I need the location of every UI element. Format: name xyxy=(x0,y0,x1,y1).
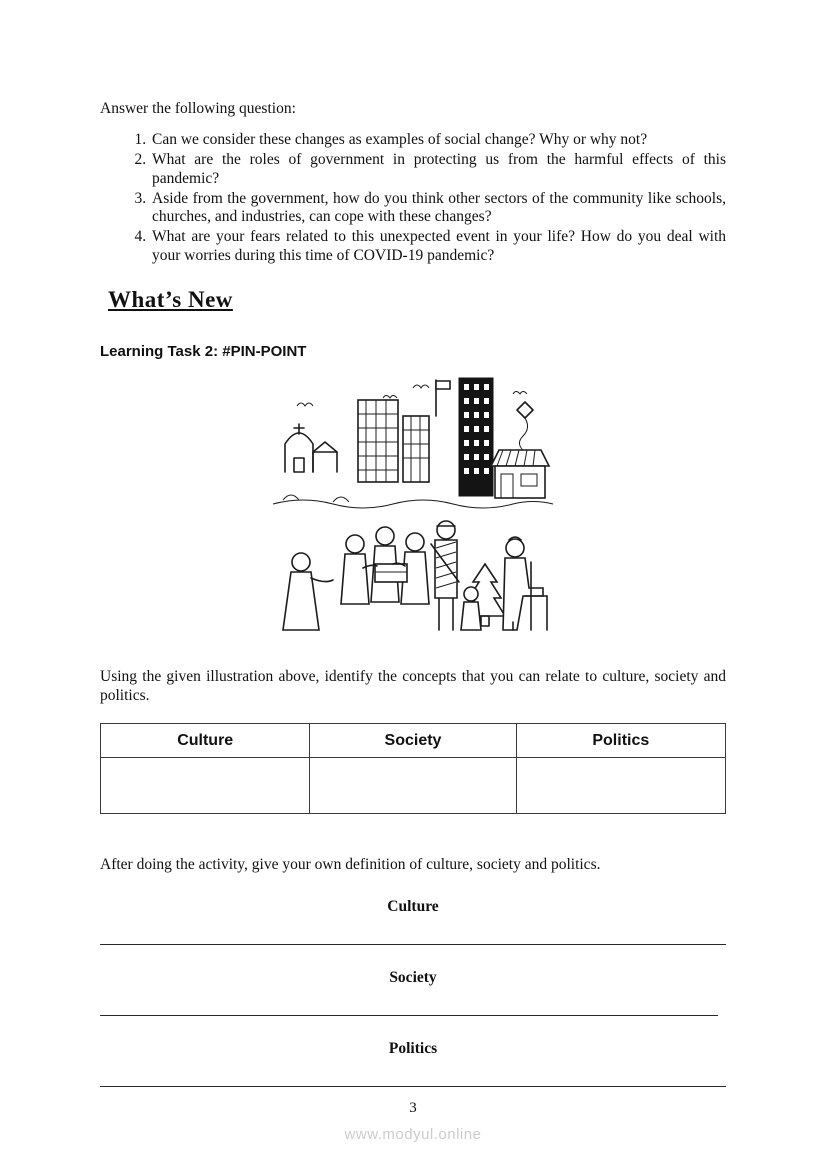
skyscraper-icon xyxy=(459,378,493,496)
concept-table xyxy=(100,723,726,814)
question-item-3: 3. Aside from the government, how do you think other sectors of the community like schools, churches, and industries, can cope with these changes? xyxy=(150,190,726,227)
question-item-4: 4. What are your fears related to this unexpected event in your life? How do you deal with your worries during this time of COVID-19 pandemic? xyxy=(150,228,726,265)
question-list xyxy=(100,131,726,265)
watermark-text: www.modyul.online xyxy=(344,1126,482,1143)
nurse-figure xyxy=(283,553,333,630)
concept-table-header-row xyxy=(101,724,726,758)
learning-task-title: Learning Task 2: #PIN-POINT xyxy=(100,342,307,360)
seated-elder-figure xyxy=(503,537,547,630)
page-number: 3 xyxy=(409,1100,417,1116)
house-icon xyxy=(491,450,549,498)
concept-table-body-row xyxy=(101,758,726,814)
table-cell-society xyxy=(310,758,516,814)
table-cell-culture xyxy=(101,758,310,814)
soldier-figure xyxy=(431,521,459,630)
table-header-society: Society xyxy=(310,724,516,758)
definition-label-culture: Culture xyxy=(387,898,439,916)
child-figure xyxy=(461,587,481,630)
answer-line-culture xyxy=(100,944,726,945)
answer-line-society xyxy=(100,1015,718,1016)
church-icon xyxy=(285,424,337,472)
definition-label-politics: Politics xyxy=(388,1040,438,1058)
section-heading-whats-new: What’s New xyxy=(108,286,233,312)
table-header-culture: Culture xyxy=(101,724,310,758)
people-group-figures xyxy=(341,527,429,604)
table-header-politics: Politics xyxy=(516,724,725,758)
community-scene-illustration xyxy=(100,372,726,662)
question-item-2: 2. What are the roles of government in protecting us from the harmful effects of this pandemic? xyxy=(150,151,726,188)
question-item-1: 1. Can we consider these changes as examples of social change? Why or why not? xyxy=(150,131,726,149)
kite-icon xyxy=(517,402,533,452)
table-cell-politics xyxy=(516,758,725,814)
instruction-text: Using the given illustration above, identify the concepts that you can relate to culture, society and politics. xyxy=(100,667,726,704)
intro-text: Answer the following question: xyxy=(100,100,296,117)
definition-label-society: Society xyxy=(389,969,437,987)
definition-instruction-text: After doing the activity, give your own definition of culture, society and politics. xyxy=(100,856,601,874)
community-illustration-svg xyxy=(263,372,563,657)
answer-line-politics xyxy=(100,1086,726,1087)
buildings-icon xyxy=(358,380,450,482)
